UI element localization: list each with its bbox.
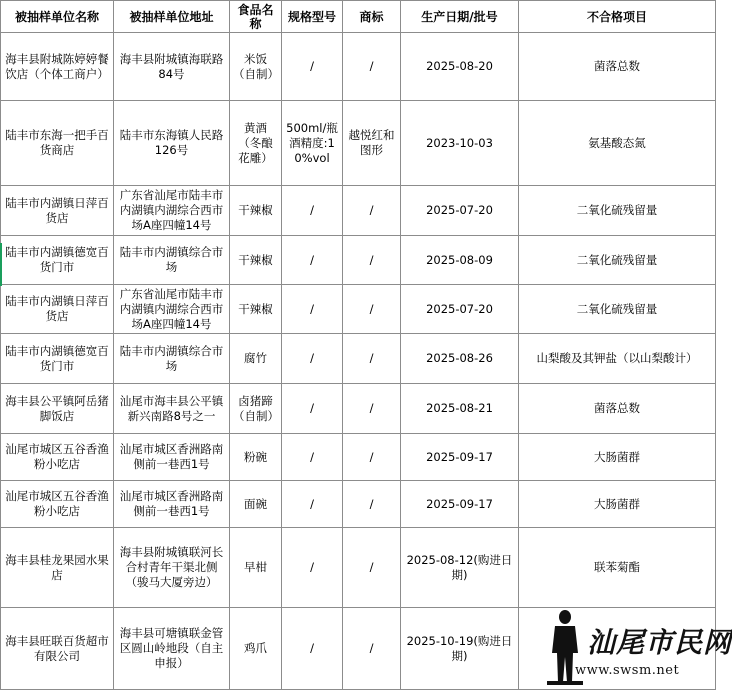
cell-unit-address: 海丰县可塘镇联金管区圆山岭地段（自主申报） [114,608,230,690]
cell-spec: / [282,285,343,334]
cell-brand: / [343,33,401,101]
cell-brand: 越悦红和图形 [343,101,401,186]
table-row [1,285,716,334]
table-row [1,434,716,481]
cell-food-name: 黄酒（冬酿花雕） [230,101,282,186]
cell-spec: / [282,608,343,690]
table-row [1,481,716,528]
table-row [1,384,716,434]
table-row [1,33,716,101]
cell-unit-address: 汕尾市海丰县公平镇新兴南路8号之一 [114,384,230,434]
cell-failed-item: 山梨酸及其钾盐（以山梨酸计） [519,334,716,384]
cell-failed-item: 菌落总数 [519,33,716,101]
cell-food-name: 鸡爪 [230,608,282,690]
cell-unit-address: 汕尾市城区香洲路南侧前一巷西1号 [114,434,230,481]
cell-production-date: 2025-08-12(购进日期) [401,528,519,608]
cell-spec: 500ml/瓶 酒精度:10%vol [282,101,343,186]
cell-unit-address: 海丰县附城镇联河长合村青年干渠北侧（骏马大厦旁边） [114,528,230,608]
cell-unit-name: 海丰县桂龙果园水果店 [1,528,114,608]
cell-failed-item: 二氧化硫残留量 [519,186,716,236]
cell-unit-address: 汕尾市城区香洲路南侧前一巷西1号 [114,481,230,528]
cell-unit-name: 陆丰市内湖镇日萍百货店 [1,285,114,334]
cell-production-date: 2025-08-20 [401,33,519,101]
header-production-date: 生产日期/批号 [401,1,519,33]
cell-production-date: 2025-10-19(购进日期) [401,608,519,690]
cell-unit-name: 汕尾市城区五谷香渔粉小吃店 [1,434,114,481]
cell-failed-item: 联苯菊酯 [519,528,716,608]
cell-food-name: 卤猪蹄（自制） [230,384,282,434]
cell-spec: / [282,334,343,384]
cell-brand: / [343,186,401,236]
table-row [1,236,716,285]
site-watermark [541,607,732,685]
cell-food-name: 面碗 [230,481,282,528]
table-row [1,334,716,384]
cell-food-name: 米饭（自制） [230,33,282,101]
cell-brand: / [343,528,401,608]
watermark-url: www.swsm.net [575,663,680,678]
cell-unit-name: 海丰县附城陈婷婷餐饮店（个体工商户） [1,33,114,101]
cell-failed-item: 二氧化硫残留量 [519,236,716,285]
cell-unit-address: 陆丰市东海镇人民路126号 [114,101,230,186]
cell-production-date: 2025-09-17 [401,434,519,481]
header-unit-name: 被抽样单位名称 [1,1,114,33]
cell-unit-name: 陆丰市内湖镇日萍百货店 [1,186,114,236]
cell-failed-item: 大肠菌群 [519,434,716,481]
header-spec: 规格型号 [282,1,343,33]
cell-food-name: 干辣椒 [230,236,282,285]
cell-food-name: 早柑 [230,528,282,608]
cell-spec: / [282,236,343,285]
cell-production-date: 2025-07-20 [401,186,519,236]
cell-unit-name: 陆丰市东海一把手百货商店 [1,101,114,186]
cell-unit-address: 陆丰市内湖镇综合市场 [114,236,230,285]
cell-unit-name: 海丰县公平镇阿岳猪脚饭店 [1,384,114,434]
cell-production-date: 2025-08-09 [401,236,519,285]
cell-spec: / [282,528,343,608]
cell-failed-item: 二氧化硫残留量 [519,285,716,334]
table-row [1,186,716,236]
row-selection-marker [0,243,2,286]
cell-failed-item: 大肠菌群 [519,481,716,528]
cell-unit-name: 汕尾市城区五谷香渔粉小吃店 [1,481,114,528]
header-failed-item: 不合格项目 [519,1,716,33]
table-row [1,101,716,186]
cell-unit-address: 广东省汕尾市陆丰市内湖镇内湖综合西市场A座四幢14号 [114,285,230,334]
cell-brand: / [343,608,401,690]
cell-unit-address: 陆丰市内湖镇综合市场 [114,334,230,384]
cell-brand: / [343,481,401,528]
cell-spec: / [282,434,343,481]
cell-unit-name: 陆丰市内湖镇德宽百货门市 [1,236,114,285]
cell-spec: / [282,186,343,236]
watermark-title: 汕尾市民网 [587,626,732,659]
cell-production-date: 2025-07-20 [401,285,519,334]
header-unit-address: 被抽样单位地址 [114,1,230,33]
cell-food-name: 粉碗 [230,434,282,481]
cell-spec: / [282,384,343,434]
cell-production-date: 2025-08-26 [401,334,519,384]
header-row [1,1,716,33]
cell-failed-item: 菌落总数 [519,384,716,434]
cell-unit-name: 海丰县旺联百货超市有限公司 [1,608,114,690]
cell-production-date: 2025-08-21 [401,384,519,434]
cell-unit-address: 广东省汕尾市陆丰市内湖镇内湖综合西市场A座四幢14号 [114,186,230,236]
cell-spec: / [282,33,343,101]
cell-food-name: 干辣椒 [230,285,282,334]
cell-unit-name: 陆丰市内湖镇德宽百货门市 [1,334,114,384]
cell-production-date: 2023-10-03 [401,101,519,186]
cell-brand: / [343,236,401,285]
cell-brand: / [343,334,401,384]
cell-brand: / [343,434,401,481]
cell-brand: / [343,285,401,334]
cell-brand: / [343,384,401,434]
cell-food-name: 干辣椒 [230,186,282,236]
cell-food-name: 腐竹 [230,334,282,384]
cell-failed-item: 氨基酸态氮 [519,101,716,186]
header-brand: 商标 [343,1,401,33]
header-food-name: 食品名称 [230,1,282,33]
table-row [1,528,716,608]
cell-production-date: 2025-09-17 [401,481,519,528]
cell-spec: / [282,481,343,528]
cell-unit-address: 海丰县附城镇海联路84号 [114,33,230,101]
